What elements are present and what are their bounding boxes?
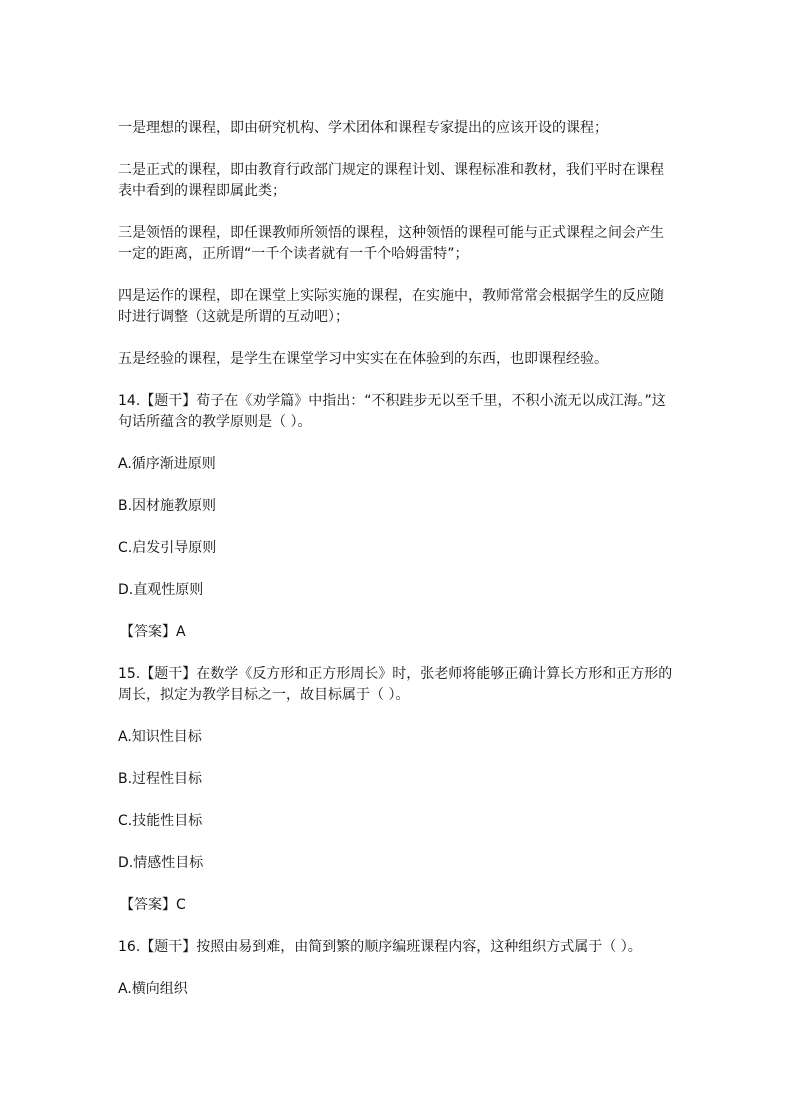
- question-15-stem: 15.【题干】在数学《反方形和正方形周长》时，张老师将能够正确计算长方形和正方形的周长，拟定为教学目标之一，故目标属于（ ）。: [118, 666, 673, 703]
- question-14-option-d: D.直观性原则: [118, 582, 204, 598]
- question-15-option-b: B.过程性目标: [118, 771, 203, 787]
- question-16-stem: 16.【题干】按照由易到难，由简到繁的顺序编班课程内容，这种组织方式属于（ ）。: [118, 939, 642, 955]
- question-16-option-a: A.横向组织: [118, 981, 188, 997]
- question-15-option-a: A.知识性目标: [118, 729, 202, 745]
- question-14-option-a: A.循序渐进原则: [118, 456, 216, 472]
- paragraph-operational-curriculum: 四是运作的课程，即在课堂上实际实施的课程，在实施中，教师常常会根据学生的反应随时进行调整（这就是所谓的互动吧）；: [118, 288, 664, 325]
- paragraph-ideal-curriculum: 一是理想的课程，即由研究机构、学术团体和课程专家提出的应该开设的课程；: [118, 120, 608, 136]
- document-page: [118, 118, 676, 1021]
- question-14-option-b: B.因材施教原则: [118, 498, 217, 514]
- question-15-option-c: C.技能性目标: [118, 813, 203, 829]
- question-15-answer: 【答案】C: [120, 897, 186, 913]
- paragraph-experiential-curriculum: 五是经验的课程，是学生在课堂学习中实实在在体验到的东西，也即课程经验。: [118, 351, 608, 367]
- question-14-option-c: C.启发引导原则: [118, 540, 217, 556]
- paragraph-perceived-curriculum: 三是领悟的课程，即任课教师所领悟的课程，这种领悟的课程可能与正式课程之间会产生一定的距离，正所谓“一千个读者就有一千个哈姆雷特”；: [118, 225, 664, 262]
- question-14-answer: 【答案】A: [120, 624, 186, 640]
- question-15-option-d: D.情感性目标: [118, 855, 204, 871]
- question-14-stem: 14.【题干】荀子在《劝学篇》中指出：“不积跬步无以至千里，不积小流无以成江海。”这句话所蕴含的教学原则是（ ）。: [118, 393, 666, 430]
- paragraph-formal-curriculum: 二是正式的课程，即由教育行政部门规定的课程计划、课程标准和教材，我们平时在课程表中看到的课程即属此类；: [118, 162, 664, 199]
